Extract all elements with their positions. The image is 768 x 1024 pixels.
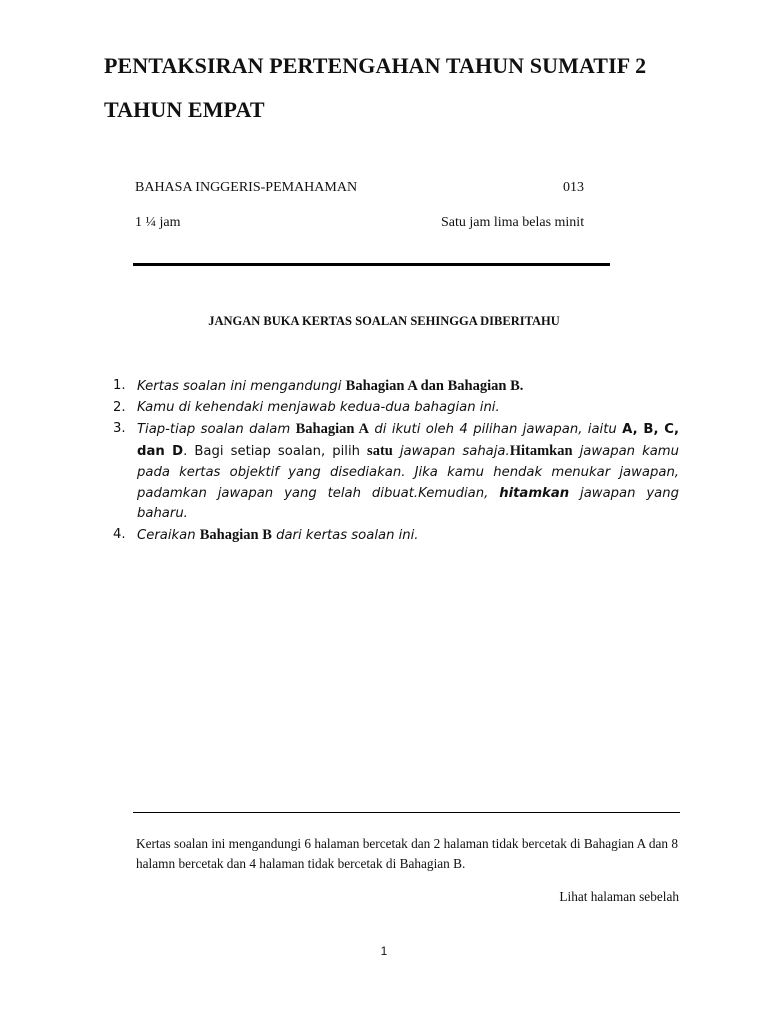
emphasis: Hitamkan — [509, 442, 573, 459]
item-number: 1. — [113, 378, 126, 393]
subject-code: 013 — [563, 180, 584, 195]
subject-label: BAHASA INGGERIS-PEMAHAMAN — [135, 180, 358, 195]
item-number: 2. — [113, 399, 126, 415]
page-count-note: Kertas soalan ini mengandungi 6 halaman bercetak dan 2 halaman tidak bercetak di Bahagian A dan 8 halamn bercetak dan 4 halaman tidak bercetak di Bahagian B. — [136, 836, 679, 871]
duration-short: 1 ¼ jam — [135, 215, 181, 230]
exam-subtitle: TAHUN EMPAT — [104, 97, 265, 122]
instruction-item — [113, 419, 679, 526]
instruction-item — [113, 398, 679, 419]
instruction-item — [113, 376, 679, 398]
item-text: Kamu di kehendaki menjawab kedua-dua bahagian ini. — [137, 399, 500, 415]
emphasis: Bahagian A dan Bahagian B. — [345, 378, 524, 394]
emphasis: Bahagian A — [295, 420, 369, 437]
header-divider — [133, 263, 610, 266]
item-text: Tiap-tiap soalan dalam Bahagian A di ikuti oleh 4 pilihan jawapan, iaitu A, B, C, dan D. Bagi setiap soalan, pilih satu jawapan sahaja.Hitamkan jawapan kamu pada kertas objektif yang disediakan. Jika kamu hendak menukar jawapan, padamkan jawapan yang telah dibuat.Kemudian, hitamkan jawapan yang baharu. — [137, 420, 679, 522]
warning-notice: JANGAN BUKA KERTAS SOALAN SEHINGGA DIBERITAHU — [208, 314, 560, 328]
duration-long: Satu jam lima belas minit — [441, 215, 585, 230]
item-text: Ceraikan Bahagian B dari kertas soalan ini. — [137, 527, 419, 544]
item-text: Kertas soalan ini mengandungi Bahagian A dan Bahagian B. — [137, 378, 524, 394]
instruction-item — [113, 525, 679, 547]
exam-title: PENTAKSIRAN PERTENGAHAN TAHUN SUMATIF 2 — [104, 53, 647, 78]
item-number: 4. — [113, 527, 126, 543]
footer-divider — [133, 812, 680, 813]
page-number: 1 — [380, 944, 388, 958]
emphasis: hitamkan — [499, 485, 570, 501]
item-number: 3. — [113, 420, 126, 436]
next-page-note: Lihat halaman sebelah — [559, 889, 679, 904]
emphasis: Bahagian B — [199, 527, 272, 544]
emphasis: A, B, C, dan D — [137, 421, 679, 459]
emphasis: satu — [367, 442, 393, 459]
instructions-list — [113, 376, 679, 547]
